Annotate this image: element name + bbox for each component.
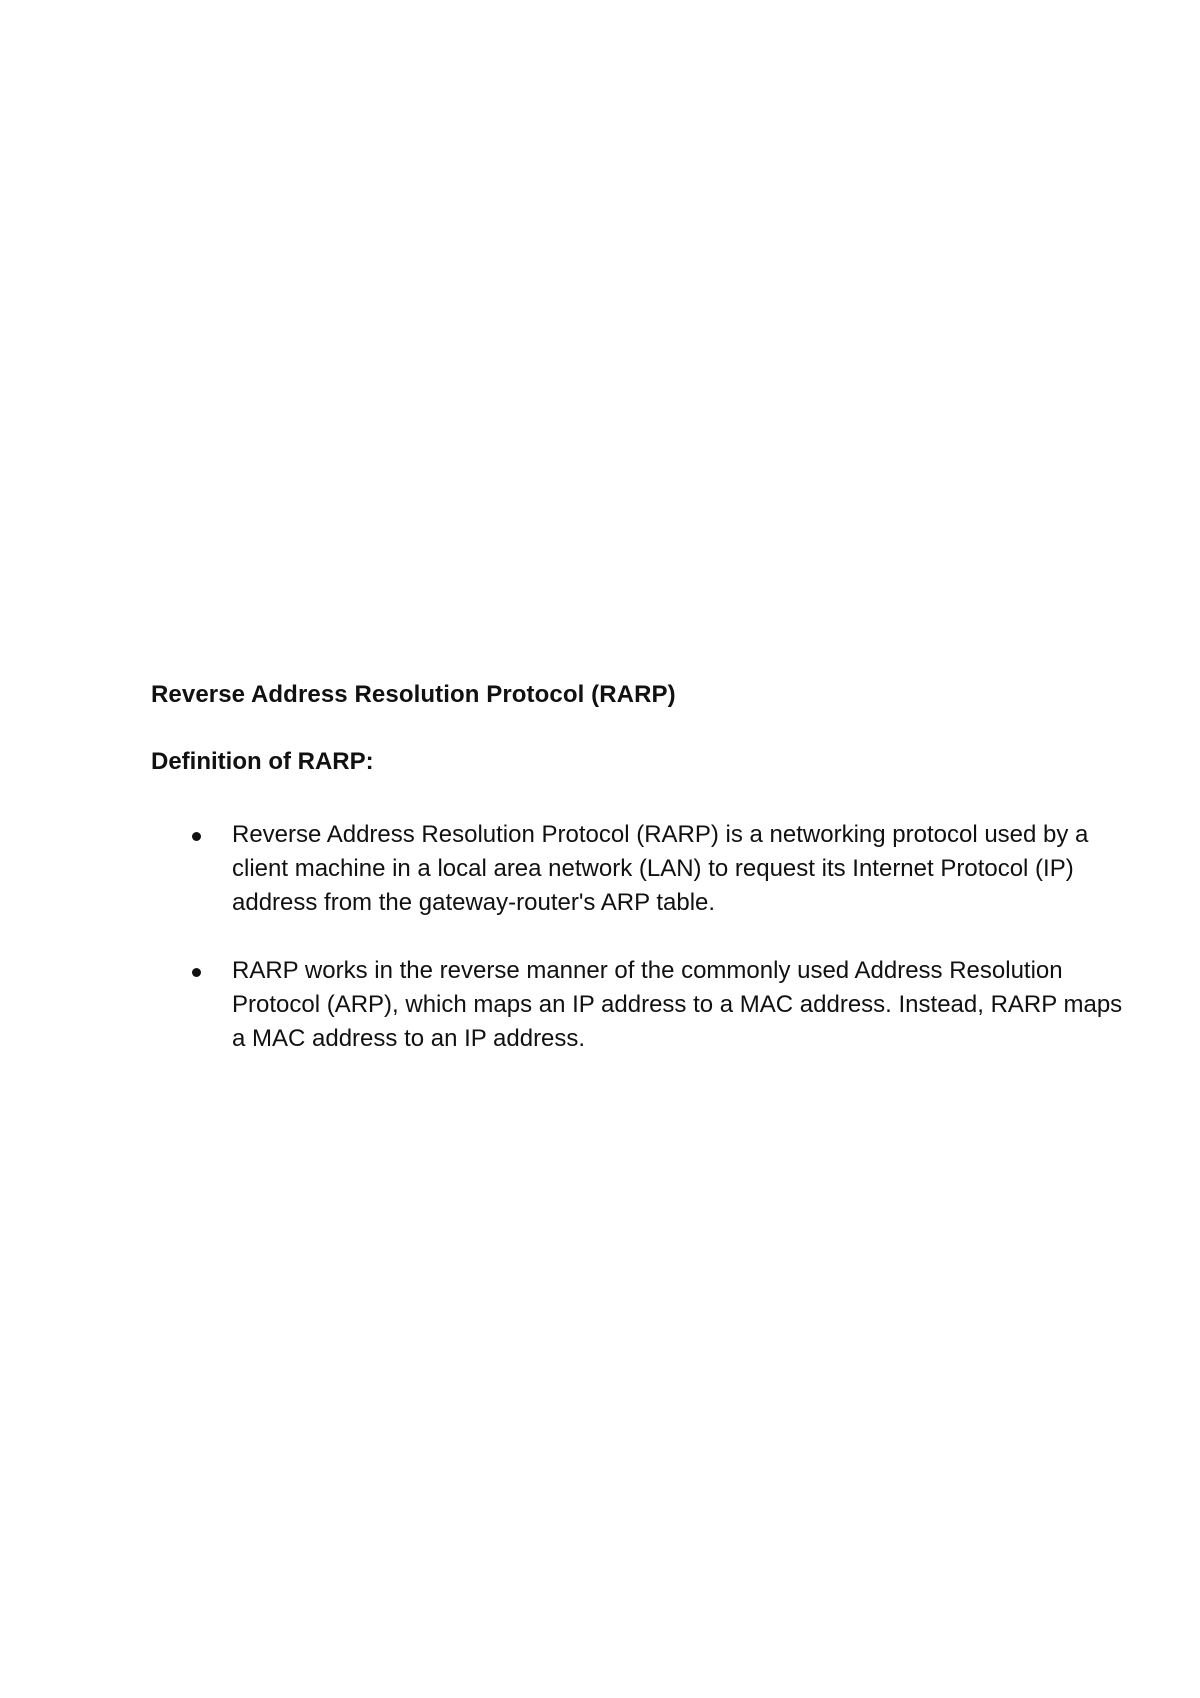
section-heading: Definition of RARP: <box>151 748 374 775</box>
bullet-list <box>190 818 1180 1090</box>
list-item <box>190 954 1180 1056</box>
list-item <box>190 818 1180 920</box>
list-item-line: RARP works in the reverse manner of the commonly used Address Resolution <box>232 957 1063 984</box>
list-item-line: address from the gateway-router's ARP table. <box>232 889 716 916</box>
list-item-line: client machine in a local area network (LAN) to request its Internet Protocol (IP) <box>232 855 1074 882</box>
bullet-icon <box>192 968 201 977</box>
list-item-line: Protocol (ARP), which maps an IP address to a MAC address. Instead, RARP maps <box>232 991 1123 1018</box>
document-title: Reverse Address Resolution Protocol (RARP) <box>151 681 676 708</box>
bullet-icon <box>192 832 201 841</box>
list-item-line: a MAC address to an IP address. <box>232 1025 586 1052</box>
list-item-line: Reverse Address Resolution Protocol (RARP) is a networking protocol used by a <box>232 821 1089 848</box>
